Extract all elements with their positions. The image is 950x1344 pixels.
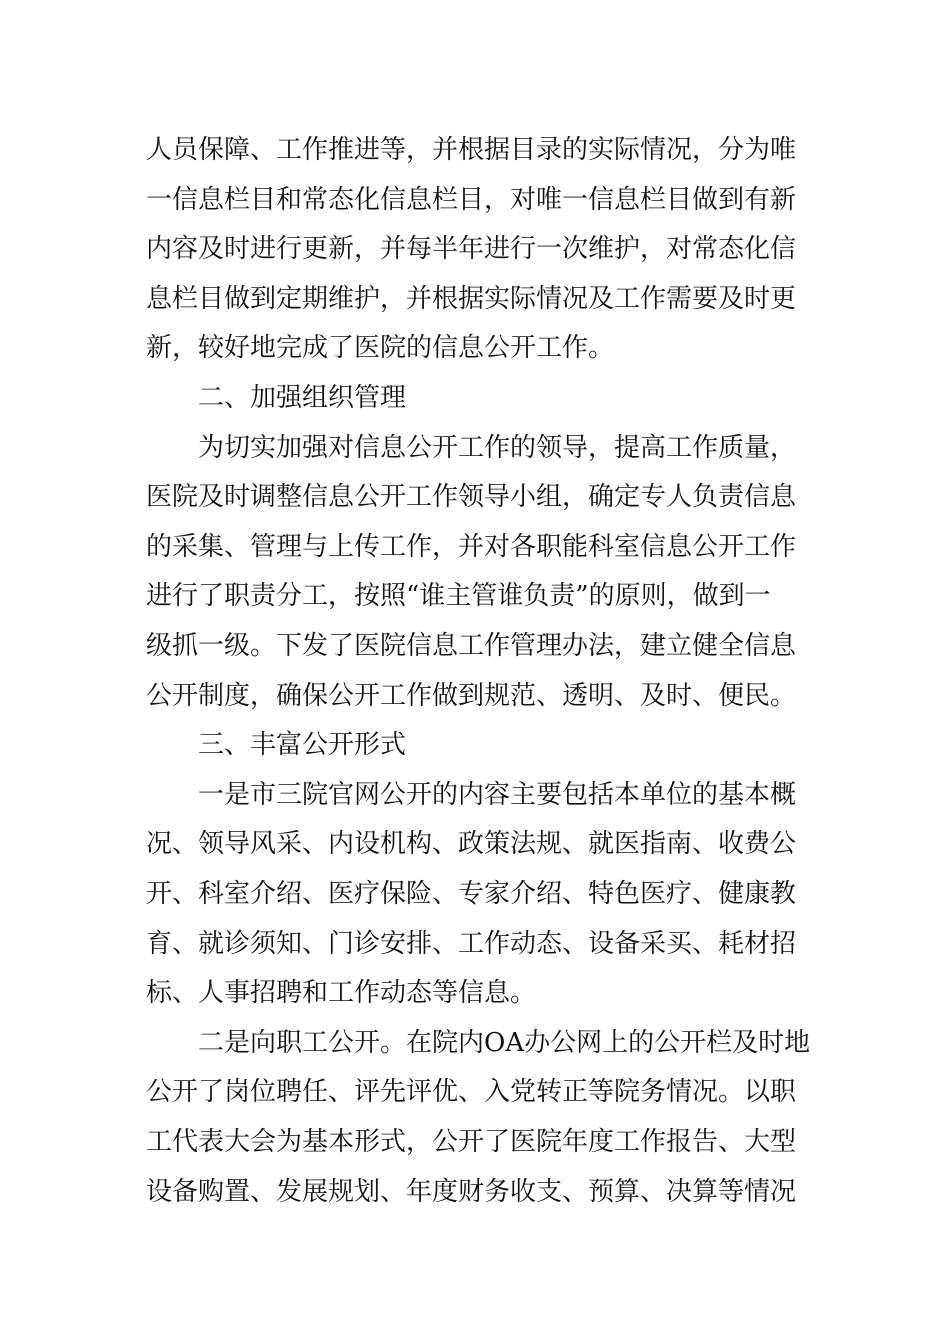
section-heading: 二、加强组织管理 [198, 383, 407, 413]
text-line: 标、人事招聘和工作动态等信息。 [146, 978, 537, 1008]
text-line: 育、就诊须知、门诊安排、工作动态、设备采买、耗材招 [146, 929, 797, 959]
section-heading: 三、丰富公开形式 [198, 730, 407, 760]
text-line: 的采集、管理与上传工作，并对各职能科室信息公开工作 [146, 532, 797, 562]
text-line: 为切实加强对信息公开工作的领导，提高工作质量， [198, 433, 797, 463]
text-line: 工代表大会为基本形式，公开了医院年度工作报告、大型 [146, 1127, 797, 1157]
text-line: 息栏目做到定期维护，并根据实际情况及工作需要及时更 [146, 284, 797, 314]
text-line: 内容及时进行更新，并每半年进行一次维护，对常态化信 [146, 234, 797, 264]
text-line: 二是向职工公开。在院内OA办公网上的公开栏及时地 [198, 1028, 811, 1058]
text-line: 级抓一级。下发了医院信息工作管理办法，建立健全信息 [146, 631, 797, 661]
text-line: 医院及时调整信息公开工作领导小组，确定专人负责信息 [146, 482, 797, 512]
text-line: 公开了岗位聘任、评先评优、入党转正等院务情况。以职 [146, 1077, 797, 1107]
text-line: 公开制度，确保公开工作做到规范、透明、及时、便民。 [146, 681, 797, 711]
text-line: 进行了职责分工，按照“谁主管谁负责”的原则，做到一 [146, 581, 771, 611]
text-line: 新，较好地完成了医院的信息公开工作。 [146, 333, 615, 363]
text-line: 况、领导风采、内设机构、政策法规、就医指南、收费公 [146, 829, 797, 859]
text-line: 设备购置、发展规划、年度财务收支、预算、决算等情况 [146, 1177, 797, 1207]
text-line: 开、科室介绍、医疗保险、专家介绍、特色医疗、健康教 [146, 879, 797, 909]
text-line: 一信息栏目和常态化信息栏目，对唯一信息栏目做到有新 [146, 185, 797, 215]
text-line: 人员保障、工作推进等，并根据目录的实际情况，分为唯 [146, 135, 797, 165]
text-line: 一是市三院官网公开的内容主要包括本单位的基本概 [198, 780, 797, 810]
